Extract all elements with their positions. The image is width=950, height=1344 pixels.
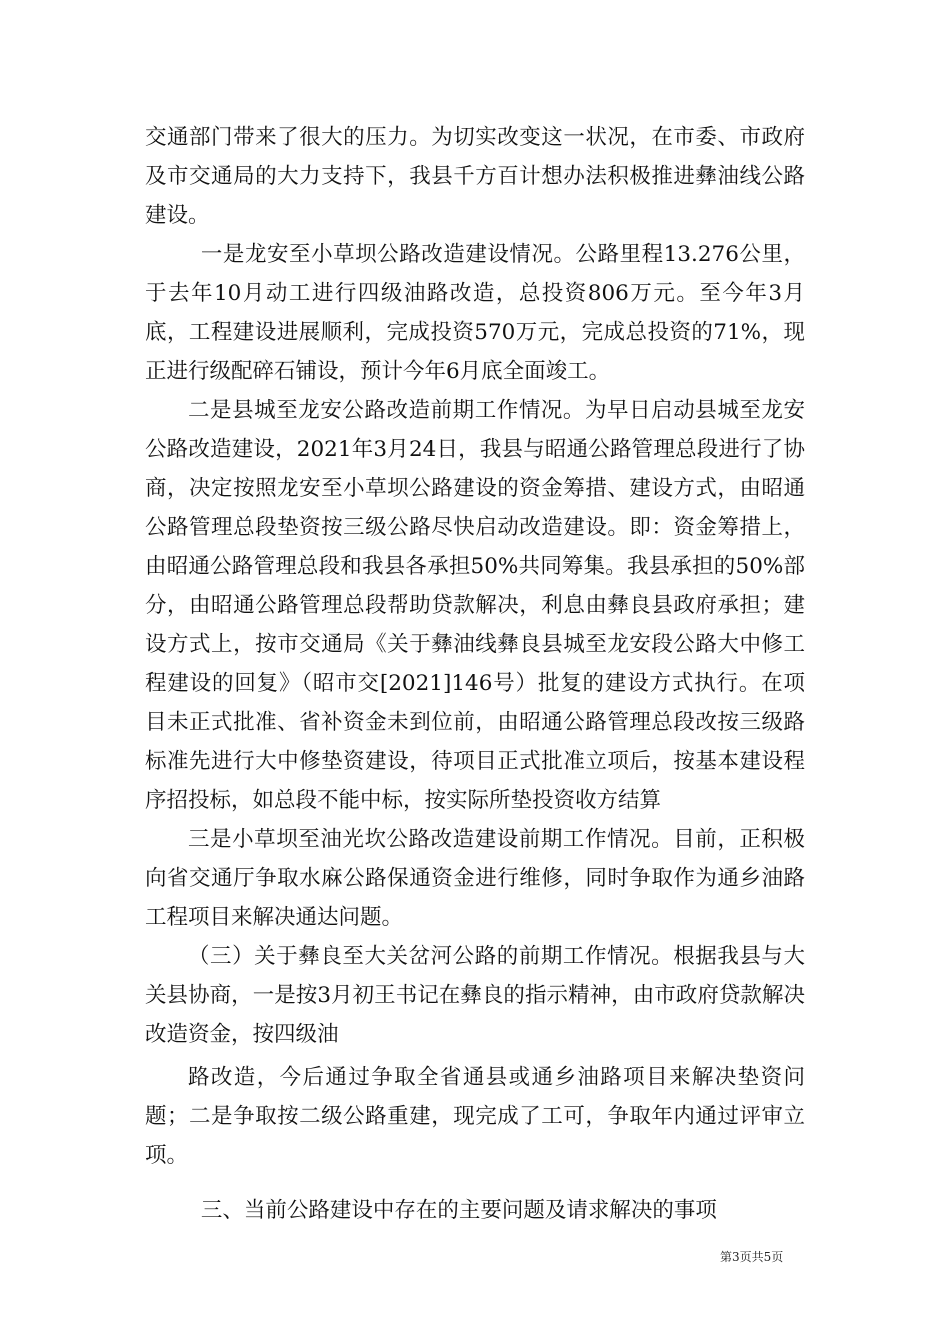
document-body [145,118,805,1230]
paragraph-longan-xiaocaoba: 一是龙安至小草坝公路改造建设情况。公路里程13.276公里，于去年10月动工进行四级油路改造，总投资806万元。至今年3月底，工程建设进展顺利，完成投资570万元，完成总投资的71%，现正进行级配碎石铺设，预计今年6月底全面竣工。 [145,242,805,384]
page-number: 第3页共5页 [720,1250,784,1264]
paragraph-road-reconstruction: 路改造，今后通过争取全省通县或通乡油路项目来解决垫资问题；二是争取按二级公路重建，现完成了工可，争取年内通过评审立项。 [145,1065,805,1168]
paragraph-yiliang-daguan: （三）关于彝良至大关岔河公路的前期工作情况。根据我县与大关县协商，一是按3月初王书记在彝良的指示精神，由市政府贷款解决改造资金，按四级油 [145,944,805,1047]
section-heading-issues: 三、当前公路建设中存在的主要问题及请求解决的事项 [200,1198,717,1223]
paragraph-xiaocaoba-youguangkan: 三是小草坝至油光坎公路改造建设前期工作情况。目前，正积极向省交通厅争取水麻公路保通资金进行维修，同时争取作为通乡油路工程项目来解决通达问题。 [145,827,805,930]
paragraph-county-longan: 二是县城至龙安公路改造前期工作情况。为早日启动县城至龙安公路改造建设，2021年3月24日，我县与昭通公路管理总段进行了协商，决定按照龙安至小草坝公路建设的资金筹措、建设方式，由昭通公路管理总段垫资按三级公路尽快启动改造建设。即：资金筹措上，由昭通公路管理总段和我县各承担50%共同筹集。我县承担的50%部分，由昭通公路管理总段帮助贷款解决，利息由彝良县政府承担；建设方式上，按市交通局《关于彝油线彝良县城至龙安段公路大中修工程建设的回复》（昭市交[2021]146号）批复的建设方式执行。在项目未正式批准、省补资金未到位前，由昭通公路管理总段改按三级路标准先进行大中修垫资建设，待项目正式批准立项后，按基本建设程序招投标，如总段不能中标，按实际所垫投资收方结算 [145,398,805,813]
paragraph-intro: 交通部门带来了很大的压力。为切实改变这一状况，在市委、市政府及市交通局的大力支持下，我县千方百计想办法积极推进彝油线公路建设。 [145,125,805,228]
